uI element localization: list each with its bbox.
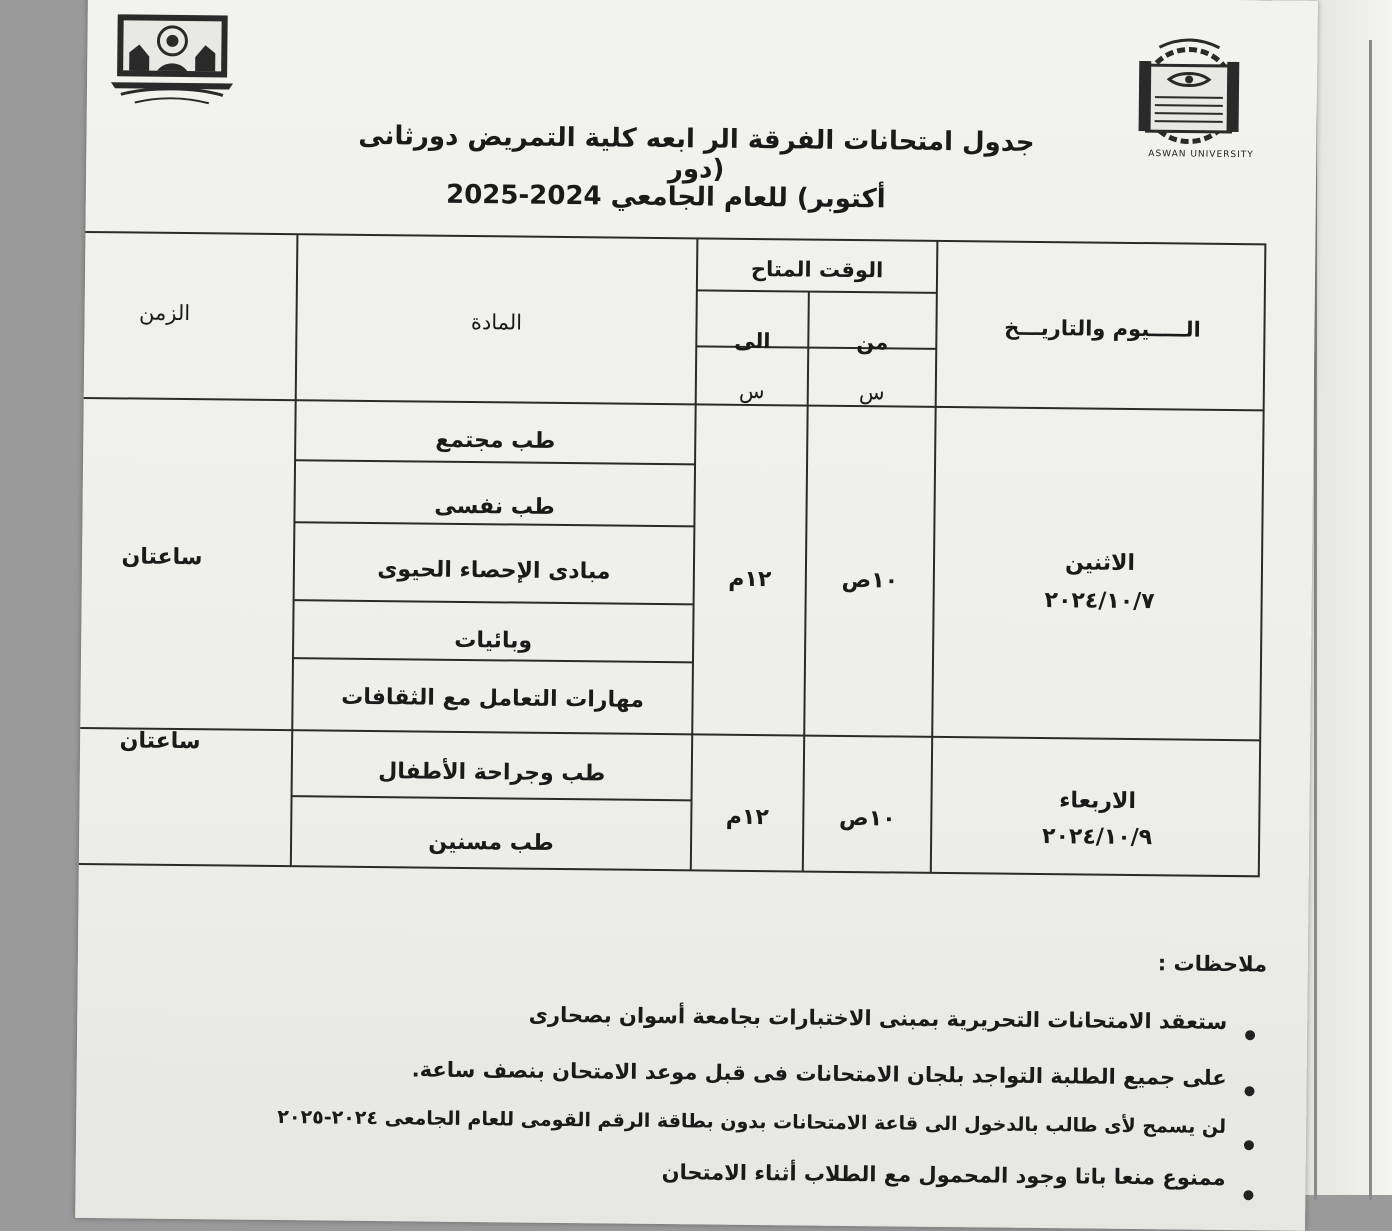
note-item: على جميع الطلبة التواجد بلجان الامتحانات فى قبل موعد الامتحان بنصف ساعة. xyxy=(411,1057,1227,1090)
row-day: الاثنين xyxy=(1064,550,1136,576)
bullet-icon xyxy=(1244,1086,1254,1096)
header-from-unit: س xyxy=(858,380,885,405)
subject-item: طب مجتمع xyxy=(435,427,556,454)
header-day-date: الـــــيوم والتاريـــخ xyxy=(1004,315,1201,342)
notes-title: ملاحظات : xyxy=(1157,951,1268,977)
subject-item: طب نفسى xyxy=(434,493,555,520)
row-duration: ساعتان xyxy=(121,544,203,571)
schedule-table-grid xyxy=(78,0,1318,1001)
bullet-icon xyxy=(1245,1030,1255,1040)
subject-item: مهارات التعامل مع الثقافات xyxy=(341,684,645,713)
row-day: الاربعاء xyxy=(1059,788,1137,815)
row-to: ١٢م xyxy=(728,566,772,593)
header-duration: الزمن xyxy=(138,300,191,326)
note-item: ستعقد الامتحانات التحريرية بمبنى الاختبارات بجامعة أسوان بصحارى xyxy=(528,1002,1228,1034)
header-to-unit: س xyxy=(738,378,765,404)
row-duration: ساعتان xyxy=(119,728,201,755)
header-time-available: الوقت المتاح xyxy=(750,256,884,283)
header-from: من xyxy=(856,330,889,355)
row-from: ١٠ص xyxy=(838,805,896,832)
header-subject: المادة xyxy=(470,310,523,335)
bullet-icon xyxy=(1243,1190,1253,1200)
page-title-line-2: أكتوبر) للعام الجامعي 2024-2025 xyxy=(445,179,886,215)
subject-item: مبادى الإحصاء الحيوى xyxy=(377,557,611,585)
university-logo-caption: ASWAN UNIVERSITY xyxy=(1148,149,1254,161)
row-date: ٢٠٢٤/١٠/٩ xyxy=(1041,824,1153,851)
row-from: ١٠ص xyxy=(841,567,899,594)
note-item: ممنوع منعا باتا وجود المحمول مع الطلاب أثناء الامتحان xyxy=(661,1160,1226,1190)
subject-item: طب مسنين xyxy=(428,829,554,856)
subject-item: وبائيات xyxy=(454,627,533,654)
header-to: الى xyxy=(734,328,771,354)
bullet-icon xyxy=(1244,1140,1254,1150)
document-page xyxy=(75,0,1318,1231)
row-to: ١٢م xyxy=(725,804,769,831)
page-title-line-1: جدول امتحانات الفرقة الر ابعه كلية التمريض دورثانى (دور xyxy=(358,120,1035,185)
note-item: لن يسمح لأى طالب بالدخول الى قاعة الامتحانات بدون بطاقة الرقم القومى للعام الجامعى ٢٠٢٤-٢٠٢٥ xyxy=(277,1106,1227,1138)
subject-item: طب وجراحة الأطفال xyxy=(378,759,606,787)
underlying-page-line xyxy=(1369,40,1372,1200)
row-date: ٢٠٢٤/١٠/٧ xyxy=(1044,588,1155,615)
